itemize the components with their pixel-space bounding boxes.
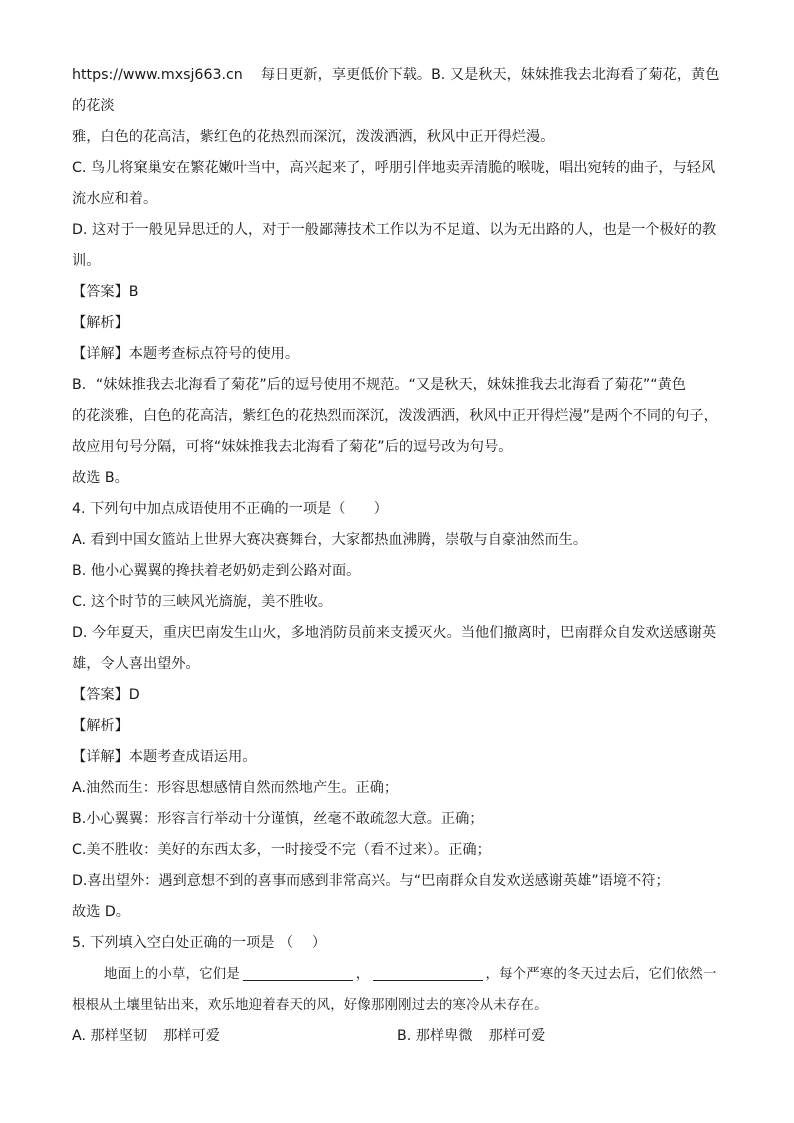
q5-passage-part1: 地面上的小草，它们是 xyxy=(104,967,240,982)
q4-option-d-line1: D. 今年夏天，重庆巴南发生山火，多地消防员前来支援灭火。当他们撤离时，巴南群众自发欢送感谢英 xyxy=(72,625,717,641)
site-url[interactable]: https://www.mxsj663.cn xyxy=(72,67,243,83)
q3-option-b-start: B. 又是秋天，妹妹推我去北海看了菊花，黄色的花淡 xyxy=(72,67,720,114)
q4-stem: 4. 下列句中加点成语使用不正确的一项是（ ） xyxy=(72,501,388,517)
header-line xyxy=(72,60,722,122)
q5-passage-part2: ，每个严寒的冬天过去后，它们依然一 xyxy=(485,967,717,982)
q4-option-d-line2: 雄，令人喜出望外。 xyxy=(72,656,200,672)
q4-explanation-b: B.小心翼翼：形容言行举动十分谨慎，丝毫不敢疏忽大意。正确； xyxy=(72,811,484,827)
q3-answer: 【答案】B xyxy=(72,284,139,300)
q4-explanation-d: D.喜出望外：遇到意想不到的喜事而感到非常高兴。与“巴南群众自发欢送感谢英雄”语境不符； xyxy=(72,873,670,889)
q4-option-c: C. 这个时节的三峡风光旖旎，美不胜收。 xyxy=(72,594,333,610)
q4-option-b: B. 他小心翼翼的搀扶着老奶奶走到公路对面。 xyxy=(72,563,361,579)
q5-passage-sep: ， xyxy=(355,967,370,982)
q3-option-c-line2: 流水应和着。 xyxy=(72,191,158,207)
q4-explanation-a: A.油然而生：形容思想感情自然而然地产生。正确； xyxy=(72,780,399,796)
q5-blank-1 xyxy=(243,964,353,981)
q5-option-a xyxy=(72,1021,397,1052)
q3-explanation-line2: 的花淡雅，白色的花高洁，紫红色的花热烈而深沉，泼泼洒洒，秋风中正开得烂漫”是两个不同的句子， xyxy=(72,408,718,424)
q3-choose: 故选 B。 xyxy=(72,470,129,486)
q5-option-a-second: 那样可爱 xyxy=(163,1028,220,1044)
q3-option-d-line1: D. 这对于一般见异思迁的人，对于一般鄙薄技术工作以为不足道、以为无出路的人，也是一个极好的教 xyxy=(72,222,717,238)
q4-explanation-c: C.美不胜收：美好的东西太多，一时接受不完（看不过来）。正确； xyxy=(72,842,491,858)
promo-text: 每日更新，享更低价下载。 xyxy=(260,67,432,83)
q4-choose: 故选 D。 xyxy=(72,904,130,920)
q3-analysis-heading: 【解析】 xyxy=(72,315,129,331)
q5-passage-line2: 根根从土壤里钻出来，欢乐地迎着春天的风，好像那刚刚过去的寒冷从未存在。 xyxy=(72,998,548,1013)
q3-detail: 【详解】本题考查标点符号的使用。 xyxy=(72,346,300,362)
q5-passage-line1 xyxy=(72,959,722,990)
q3-explanation-line1: B．“妹妹推我去北海看了菊花”后的逗号使用不规范。“又是秋天，妹妹推我去北海看了菊花”“黄色 xyxy=(72,377,686,393)
q5-option-b xyxy=(397,1021,722,1052)
q5-stem: 5. 下列填入空白处正确的一项是 （ ） xyxy=(72,935,327,951)
q5-option-a-label: A. 那样坚韧 xyxy=(72,1028,148,1044)
q5-options-row xyxy=(72,1021,722,1052)
q5-option-b-second: 那样可爱 xyxy=(488,1028,546,1044)
q4-analysis-heading: 【解析】 xyxy=(72,718,129,734)
q3-option-d-line2: 训。 xyxy=(72,253,101,269)
q3-option-b-cont: 雅，白色的花高洁，紫红色的花热烈而深沉，泼泼洒洒，秋风中正开得烂漫。 xyxy=(72,129,555,145)
q5-option-b-label: B. 那样卑微 xyxy=(397,1028,473,1044)
q4-answer: 【答案】D xyxy=(72,687,140,703)
q4-detail: 【详解】本题考查成语运用。 xyxy=(72,749,257,765)
q3-explanation-line3: 故应用句号分隔，可将“妹妹推我去北海看了菊花”后的逗号改为句号。 xyxy=(72,439,513,455)
q4-option-a: A. 看到中国女篮站上世界大赛决赛舞台，大家都热血沸腾，崇敬与自豪油然而生。 xyxy=(72,532,588,548)
q5-blank-2 xyxy=(373,964,483,981)
document-page xyxy=(72,60,722,1052)
q3-option-c-line1: C. 鸟儿将窠巢安在繁花嫩叶当中，高兴起来了，呼朋引伴地卖弄清脆的喉咙，唱出宛转的曲子，与轻风 xyxy=(72,160,716,176)
